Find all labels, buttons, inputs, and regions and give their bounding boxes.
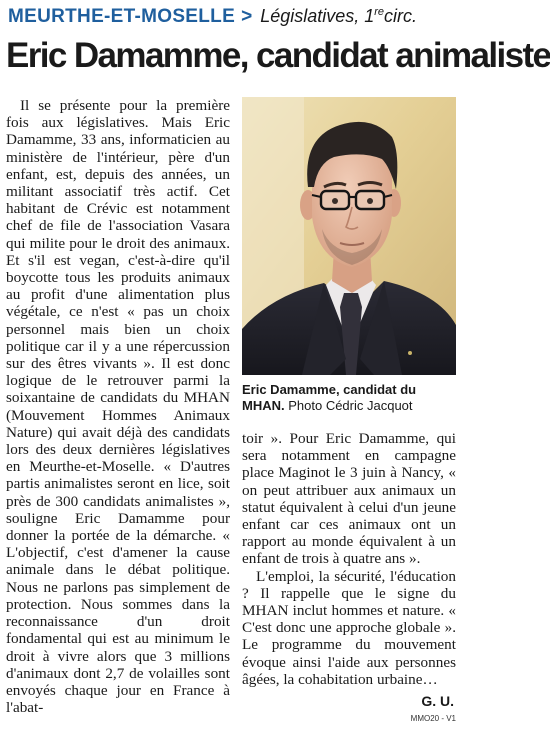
article-paragraph: Il se présente pour la première fois aux législatives. Mais Eric Damamme, 33 ans, informaticien au ministère de l'intérieur, père d'un enfant, est, depuis des années, un militant associatif très actif. Cet habitant de Crévic est notamment chef de file de l'association Vasara qui milite pour le droit des animaux. Et s'il est vegan, c'est-à-dire qu'il boycotte tous les produits animaux au profit d'une alimentation plus végétale, ce n'est « pas un choix personnel mais bien un choix politique car il y a une répercussion sur des êtres vivants ». Il est donc logique de le retrouver parmi la soixantaine de candidats du MHAN (Mouvement Hommes Animaux Nature) qui avait déjà des candidats lors des deux dernières législatives en Meurthe-et-Moselle. « D'autres partis animalistes seront en lice, soit près de 300 candidats animalistes », souligne Eric Damamme pour donner la portée de la démarche. « L'objectif, c'est d'amener la cause animale dans le débat politique. Nous ne parlons pas simplement de protection. Nous sommes dans la reconnaissance d'un droit fondamental qui est au minimum le droit à vivre alors que 3 millions d'animaux dont 2,7 de volailles sont envoyés chaque jour en France à l'abat- [6, 97, 230, 717]
article-column-2 [242, 430, 456, 688]
article-headline: Eric Damamme, candidat animaliste [6, 36, 550, 75]
chevron-right-icon: > [241, 6, 253, 27]
article-paragraph: L'emploi, la sécurité, l'éducation ? Il rappelle que le signe du MHAN inclut hommes et nature. « C'est donc une approche globale ». Le programme du mouvement évoque ainsi l'aide aux personnes âgées, la cohabitation urbaine… [242, 567, 456, 688]
author-signature: G. U. [421, 693, 454, 709]
region-label: MEURTHE-ET-MOSELLE [8, 6, 236, 27]
section-label [260, 6, 417, 27]
portrait-photo [242, 97, 456, 375]
page-reference: MMO20 - V1 [410, 714, 456, 723]
section-kicker [8, 6, 460, 32]
article-paragraph: toir ». Pour Eric Damamme, qui sera notamment en campagne place Maginot le 3 juin à Nancy, « on peut attribuer aux animaux un statut équivalent à celui d'un jeune enfant car ces animaux ont un rapport au monde équivalent à un enfant de trois à quatre ans ». [242, 430, 456, 568]
section-label-sup: re [374, 6, 385, 18]
article-column-1 [6, 97, 230, 716]
photo-caption [242, 382, 456, 414]
photo-caption-text: Eric Damamme, candidat du MHAN. [242, 382, 417, 413]
section-label-end: circ. [384, 6, 418, 26]
photo-credit: Photo Cédric Jacquot [288, 398, 413, 413]
section-label-text: Législatives, 1 [260, 6, 375, 26]
